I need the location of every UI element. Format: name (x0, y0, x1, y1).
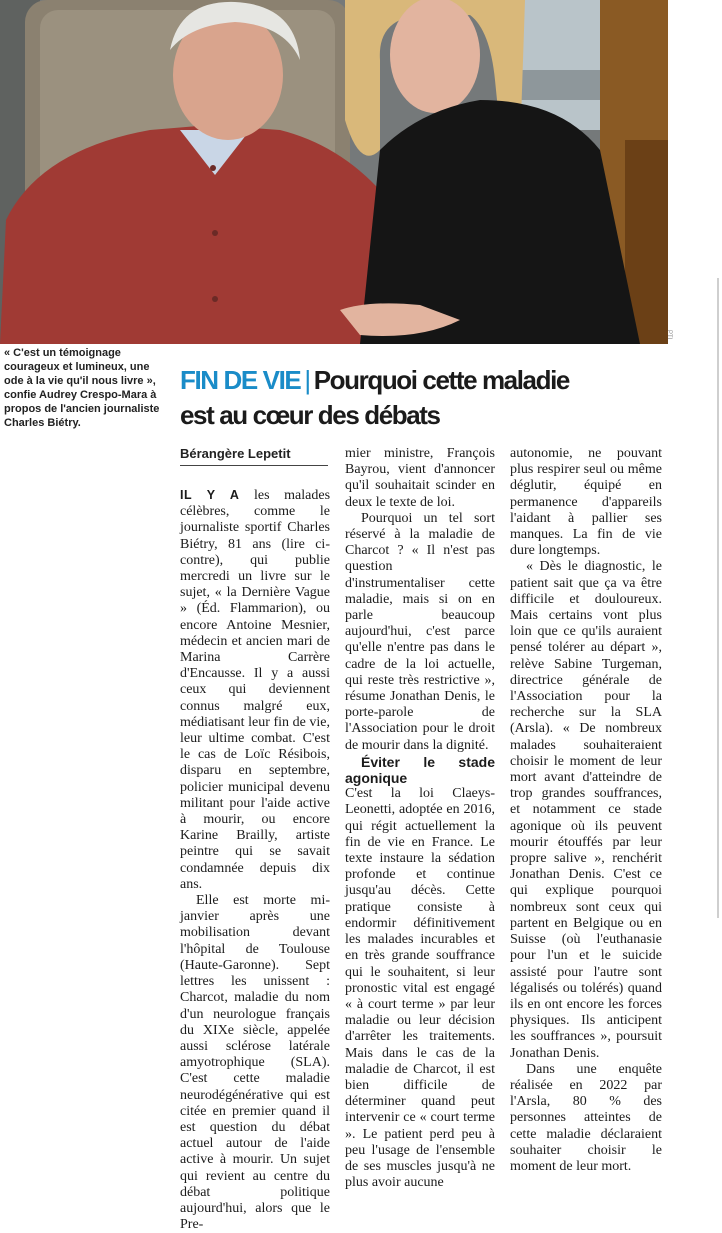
headline-separator: | (304, 365, 310, 395)
photo-caption: « C'est un témoignage courageux et lumineux, une ode à la vie qu'il nous livre », confie Audrey Crespo-Mara à propos de l'ancien journaliste Charles Biétry. (4, 347, 160, 429)
headline-title-part-2: est au cœur des débats (180, 400, 440, 430)
article-photo (0, 0, 668, 344)
paragraph: Elle est morte mi-janvier après une mobilisation devant l'hôpital de Toulouse (Haute-Garonne). Sept lettres les unissent : Charcot, maladie du nom d'un neurologue français du XIXe siècle, appelée aussi sclérose latérale amyotrophique (SLA). C'est cette maladie neurodégénérative qui est citée en premier quand il est question du débat actuel autour de l'aide active à mourir. Un sujet qui revient au centre du débat politique aujourd'hui, alors que le Pre- (180, 893, 330, 1233)
photo-credit: PTI (666, 330, 672, 340)
byline: Bérangère Lepetit (180, 446, 291, 461)
article-column-1 (180, 487, 331, 1233)
headline-line-1 (180, 364, 569, 396)
headline-kicker: FIN DE VIE (180, 365, 301, 395)
paragraph: C'est la loi Claeys-Leonetti, adoptée en 2016, qui régit actuellement la fin de vie en France. Le texte instaure la sédation profonde et continue jusqu'au décès. Cette pratique consiste à endormir définitivement les malades incurables et en très grande souffrance qui le souhaitent, si leur pronostic vital est engagé « à court terme » par leur maladie ou leur décision d'arrêter les traitements. Mais dans le cas de la maladie de Charcot, il est bien difficile de déterminer quand peut intervenir ce « court terme ». Le patient perd peu à peu l'usage de l'ensemble de ses muscles jusqu'à ne plus avoir aucune (345, 786, 495, 1191)
headline-title-part-1: Pourquoi cette maladie (313, 365, 569, 395)
byline-divider (180, 465, 328, 466)
lead-in: IL Y A (180, 488, 240, 502)
article-column-2 (345, 446, 495, 1191)
photo-illustration (0, 0, 668, 344)
subheading: Éviter le stade agonique (345, 753, 495, 787)
paragraph: Dans une enquête réalisée en 2022 par l'Arsla, 80 % des personnes atteintes de cette maladie déclaraient souhaiter choisir le moment de leur mort. (510, 1061, 662, 1174)
paragraph (180, 487, 330, 893)
paragraph-text: les malades célèbres, comme le journaliste sportif Charles Biétry, 81 ans (lire ci-contre), qui publie mercredi un livre sur le sujet, « la Dernière Vague » (Éd. Flammarion), ou encore Antoine Mesnier, médecin et ancien mari de Marina Carrère d'Encausse. Il y a aussi ceux qui deviennent connus malgré eux, médiatisant leur fin de vie, leur ultime combat. C'est le cas de Loïc Résibois, disparu en septembre, policier municipal devenu militant pour l'aide active à mourir, ou encore Karine Brailly, artiste peintre qui se savait condamnée depuis dix ans. (180, 488, 331, 892)
paragraph: Pourquoi un tel sort réservé à la maladie de Charcot ? « Il n'est pas question d'instrumentaliser cette maladie, mais si on en parle beaucoup aujourd'hui, c'est parce qu'elle n'entre pas dans le cadre de la loi actuelle, qui reste très restrictive », résume Jonathan Denis, le porte-parole de l'Association pour le droit de mourir dans la dignité. (345, 510, 495, 753)
article-column-3 (510, 446, 662, 1174)
scroll-indicator (717, 278, 719, 918)
paragraph: mier ministre, François Bayrou, vient d'annoncer qu'il souhaitait scinder en deux le texte de loi. (345, 446, 495, 510)
paragraph: « Dès le diagnostic, le patient sait que ça va être difficile et douloureux. Mais certains vont plus loin que ce qu'ils auraient pensé tolérer au départ », relève Sabine Turgeman, directrice générale de l'Association pour la recherche sur la SLA (Arsla). « De nombreux malades souhaiteraient choisir le moment de leur mort avant d'atteindre de trop grandes souffrances, et notamment ce stade agonique où ils peuvent mourir étouffés par leur propre salive », renchérit Jonathan Denis. C'est ce qui explique pourquoi nombreux sont ceux qui partent en Belgique ou en Suisse (où l'euthanasie pour l'un et le suicide assisté pour l'autre sont légalisés ou tolérés) quand ils en ont encore les forces physiques. Ils anticipent les souffrances », poursuit Jonathan Denis. (510, 559, 662, 1061)
paragraph: autonomie, ne pouvant plus respirer seul ou même déglutir, équipé en permanence d'appareils l'aidant à pallier ses manques. La fin de vie dure longtemps. (510, 446, 662, 559)
